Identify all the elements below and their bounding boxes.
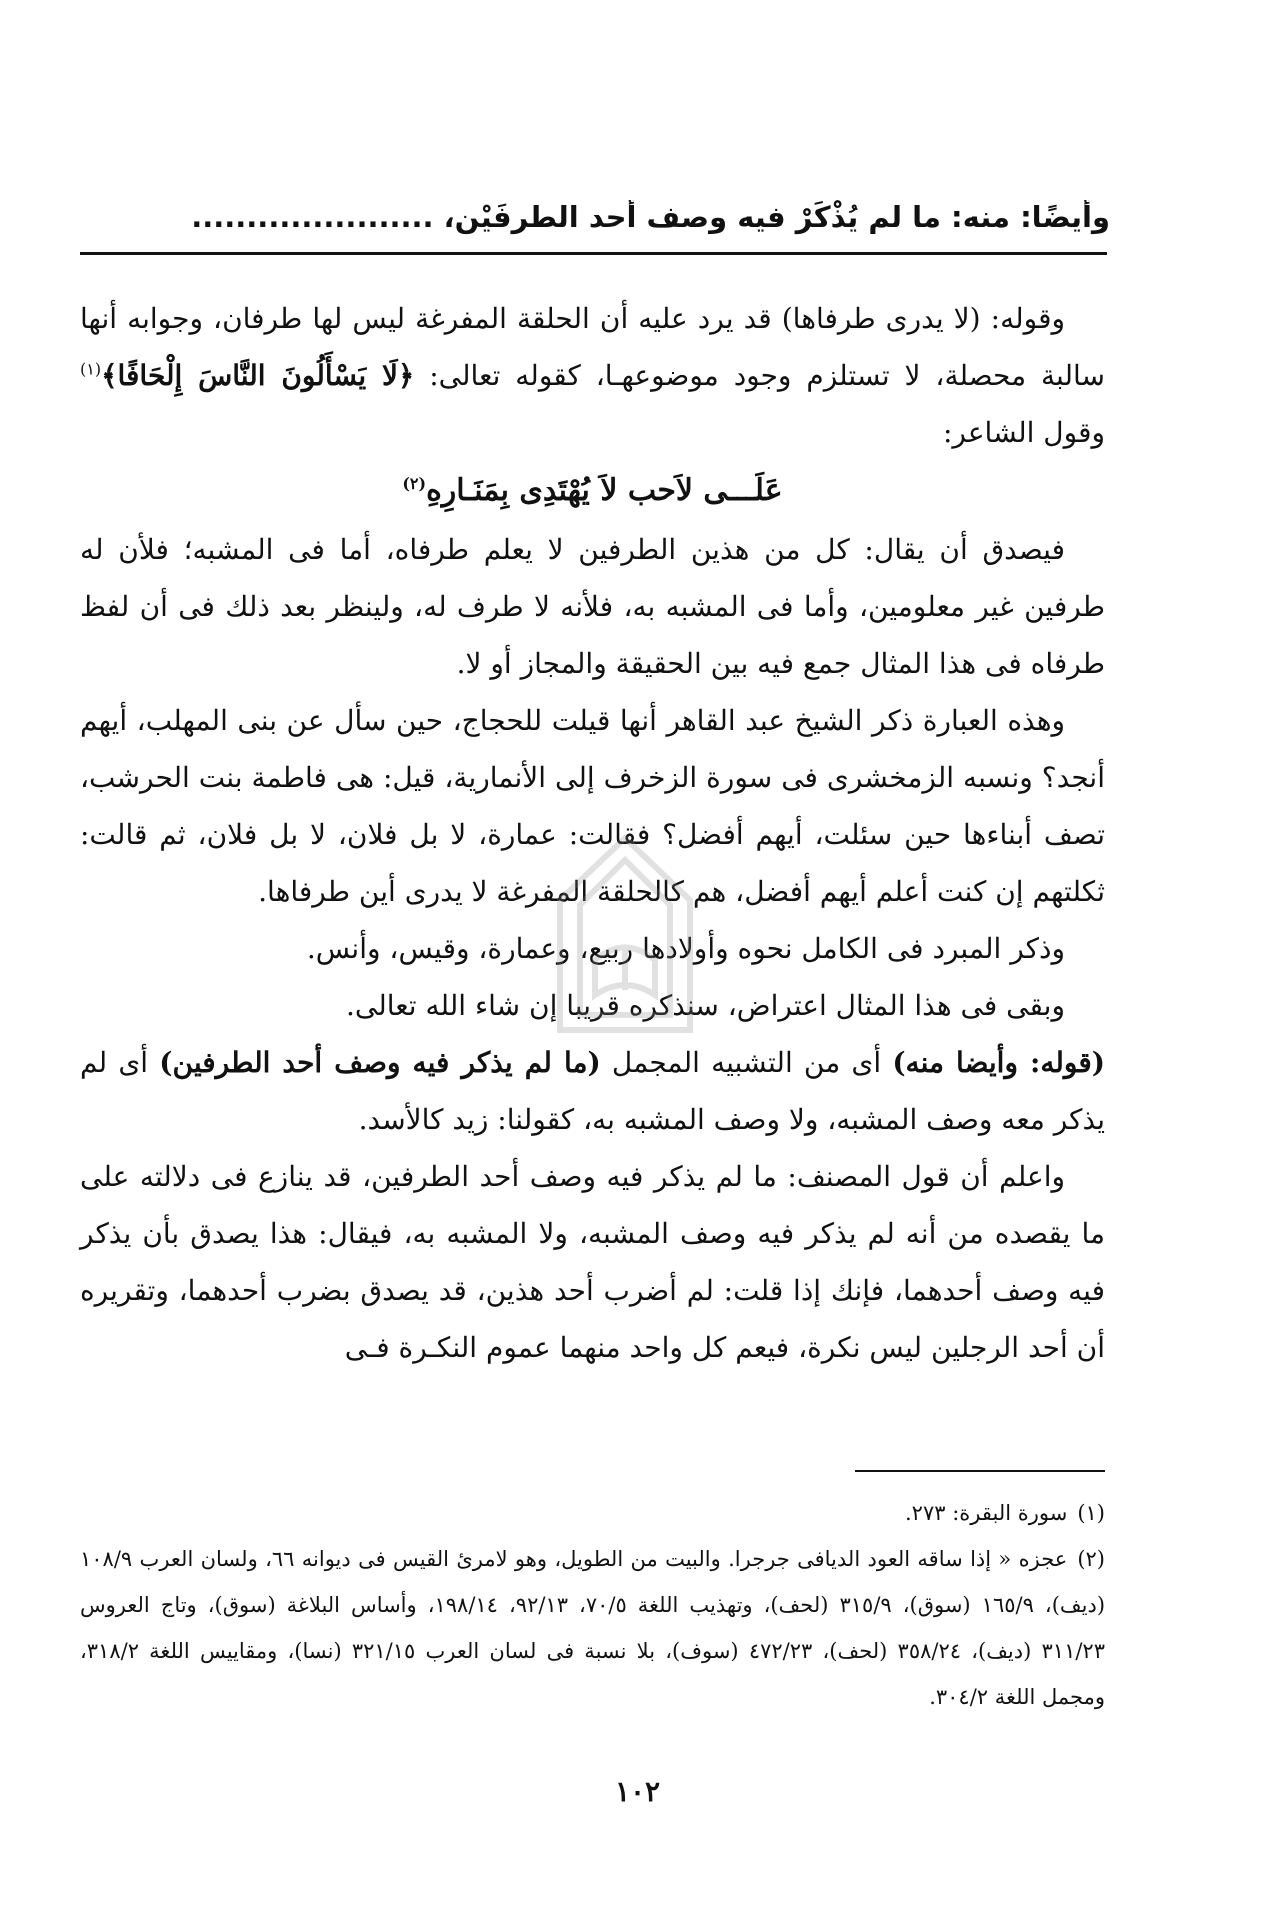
paragraph-7: واعلم أن قول المصنف: ما لم يذكر فيه وصف أحد الطرفين، قد ينازع فى دلالته على ما يقصده من أنه لم يذكر فيه وصف المشبه، ولا المشبه به، فيقال: هذا يصدق بأن يذكر فيه وصف أحدهما، فإنك إذا قلت: لم أضرب أحد هذين، قد يصدق بضرب أحدهما، وتقريره أن أحد الرجلين ليس نكرة، فيعم كل واحد منهما عموم النكـرة فـى [80,1160,1106,1364]
verse-text: عَلَـــى لاَحب لاَ يُهْتَدِى بِمَنَـارِهِ [426,473,783,508]
paragraph-2: فيصدق أن يقال: كل من هذين الطرفين لا يعلم طرفاه، أما فى المشبه؛ فلأن له طرفين غير معلومين، وأما فى المشبه به، فلأنه لا طرف له، ولينظر بعد ذلك فى أن لفظ طرفاه فى هذا المثال جمع فيه بين الحقيقة والمجاز أو لا. [80,533,1105,680]
paragraph-1-text: وقوله: (لا يدرى طرفاها) قد يرد عليه أن الحلقة المفرغة ليس لها طرفان، وجوابه أنها سالبة محصلة، لا تستلزم وجود موضوعهـا، كقوله تعالى: [80,302,1105,392]
paragraph-6-mid: أى من التشبيه المجمل [600,1046,893,1079]
paragraph-6 [80,1034,1105,1148]
poetry-verse [80,461,1105,521]
main-text [80,290,1105,1376]
footnote-2 [80,1536,1105,1720]
footnote-separator [855,1470,1105,1472]
commentary-lemma-1: (قوله: وأيضا منه) [892,1046,1105,1079]
paragraph-3: وهذه العبارة ذكر الشيخ عبد القاهر أنها قيلت للحجاج، حين سأل عن بنى المهلب، أيهم أنجد؟ ونسبه الزمخشرى فى سورة الزخرف إلى الأنمارية، قيل: هى فاطمة بنت الحرشب، تصف أبناءها حين سئلت، أيهم أفضل؟ فقالت: عمارة، لا بل فلان، لا بل فلان، ثم قالت: ثكلتهم إن كنت أعلم أيهم أفضل، هم كالحلقة المفرغة لا يدرى أين طرفاها. [80,704,1105,908]
footnotes [80,1490,1105,1720]
header-rule [80,252,1107,255]
footnote-text: سورة البقرة: ٢٧٣. [904,1501,1068,1525]
paragraph-1-tail: وقول الشاعر: [942,416,1105,449]
paragraph-5: وبقى فى هذا المثال اعتراض، سنذكره قريبا إن شاء الله تعالى. [345,989,1065,1022]
quran-quote: ﴿لَا يَسْأَلُونَ النَّاسَ إِلْحَافًا﴾ [101,359,415,392]
footnote-1 [80,1490,1105,1536]
paragraph-4: وذكر المبرد فى الكامل نحوه وأولادها ربيع، وعمارة، وقيس، وأنس. [306,932,1065,965]
footnote-ref-1: (١) [80,359,102,379]
page-number: ١٠٢ [614,1775,661,1808]
footnote-number: (٢) [1077,1547,1105,1571]
paragraph-1 [80,290,1105,461]
paragraph-6-tail: أى لم يذكر معه وصف المشبه، ولا وصف المشبه به، كقولنا: زيد كالأسد. [80,1046,1105,1136]
footnote-number: (١) [1077,1501,1105,1525]
commentary-lemma-2: (ما لم يذكر فيه وصف أحد الطرفين) [159,1046,601,1079]
running-header: وأيضًا: منه: ما لم يُذْكَرْ فيه وصف أحد الطرفَيْن، ...................... [191,200,1110,234]
footnote-ref-2: (٢) [402,474,427,493]
footnote-text: عجزه « إذا ساقه العود الديافى جرجرا. والبيت من الطويل، وهو لامرئ القيس فى ديوانه ٦٦، ولسان العرب ١٠٨/٩ (ديف)، ١٦٥/٩ (سوق)، ٣١٥/٩ (لحف)، وتهذيب اللغة ٧٠/٥، ٩٢/١٣، ١٩٨/١٤، وأساس البلاغة (سوق)، وتاج العروس ٣١١/٢٣ (ديف)، ٣٥٨/٢٤ (لحف)، ٤٧٢/٢٣ (سوف)، بلا نسبة فى لسان العرب ٣٢١/١٥ (نسا)، ومقاييس اللغة ٣١٨/٢، ومجمل اللغة ٣٠٤/٢. [80,1547,1106,1709]
